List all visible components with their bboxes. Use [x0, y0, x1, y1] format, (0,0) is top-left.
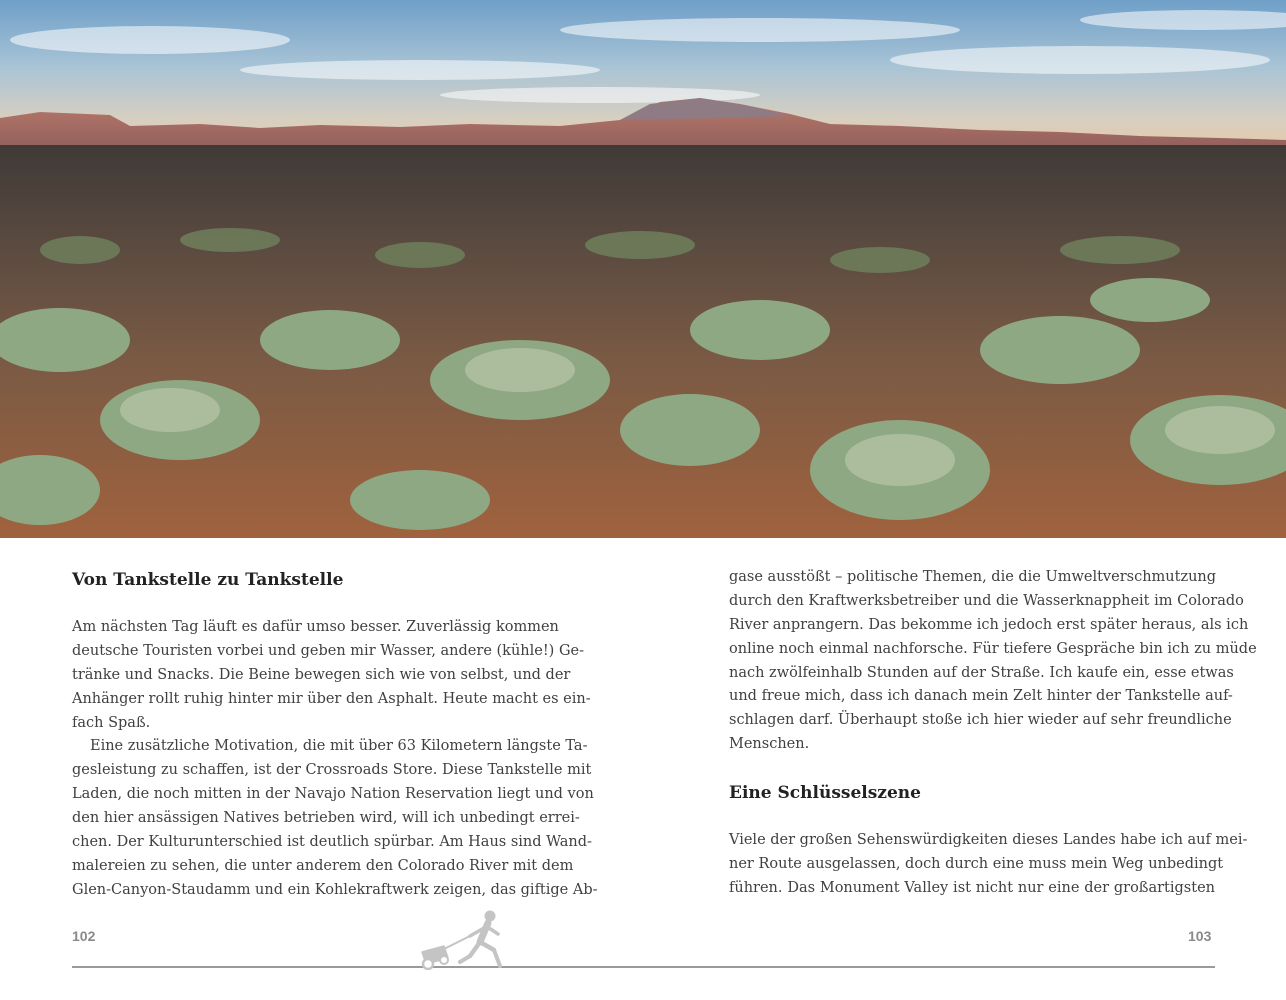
text-line: und freue mich, dass ich danach mein Zelt hinter der Tankstelle auf- [729, 688, 1233, 705]
text-line: Am nächsten Tag läuft es dafür umso besser. Zuverlässig kommen [72, 619, 559, 635]
section-heading-tankstelle: Von Tankstelle zu Tankstelle [72, 570, 344, 590]
text-line: deutsche Touristen vorbei und geben mir Wasser, andere (kühle!) Ge- [72, 642, 585, 659]
text-line: gesleistung zu schaffen, ist der Crossroads Store. Diese Tankstelle mit [72, 762, 592, 779]
section-heading-schluesselszene: Eine Schlüsselszene [729, 783, 921, 804]
text-line: gase ausstößt – politische Themen, die die Umweltverschmutzung [729, 569, 1217, 585]
page-number-right: 103 [1188, 928, 1212, 944]
left-column [72, 566, 598, 903]
footer-rule [72, 966, 1215, 968]
text-line: River anprangern. Das bekomme ich jedoch erst später heraus, als ich [729, 616, 1249, 633]
text-line: durch den Kraftwerksbetreiber und die Wasserknappheit im Colorado [729, 592, 1244, 609]
text-line: fach Spaß. [72, 714, 151, 731]
text-line: den hier ansässigen Natives betrieben wird, will ich unbedingt errei- [72, 810, 580, 827]
text-line: chen. Der Kulturunterschied ist deutlich spürbar. Am Haus sind Wand- [72, 834, 592, 851]
text-line: Eine zusätzliche Motivation, die mit über 63 Kilometern längste Ta- [90, 738, 588, 755]
text-line: online noch einmal nachforsche. Für tiefere Gespräche bin ich zu müde [729, 640, 1257, 657]
text-line: nach zwölfeinhalb Stunden auf der Straße. Ich kaufe ein, esse etwas [729, 664, 1234, 681]
text-line: ner Route ausgelassen, doch durch eine muss mein Weg unbedingt [729, 856, 1224, 873]
text-line: schlagen darf. Überhaupt stoße ich hier wieder auf sehr freundliche [729, 712, 1232, 729]
text-line: Glen-Canyon-Staudamm und ein Kohlekraftwerk zeigen, das giftige Ab- [72, 881, 598, 898]
page-number-left: 102 [72, 928, 96, 944]
text-line: malereien zu sehen, die unter anderem den Colorado River mit dem [72, 857, 574, 874]
right-column [729, 566, 1257, 901]
text-line: Viele der großen Sehenswürdigkeiten dieses Landes habe ich auf mei- [729, 832, 1248, 849]
text-line: tränke und Snacks. Die Beine bewegen sich wie von selbst, und der [72, 666, 571, 683]
text-line: Anhänger rollt ruhig hinter mir über den Asphalt. Heute macht es ein- [72, 690, 591, 707]
text-line: führen. Das Monument Valley ist nicht nur eine der großartigsten [729, 879, 1215, 896]
runner-with-trailer-icon [418, 906, 508, 970]
text-line: Menschen. [729, 736, 810, 753]
text-line: Laden, die noch mitten in der Navajo Nation Reservation liegt und von [72, 786, 594, 803]
